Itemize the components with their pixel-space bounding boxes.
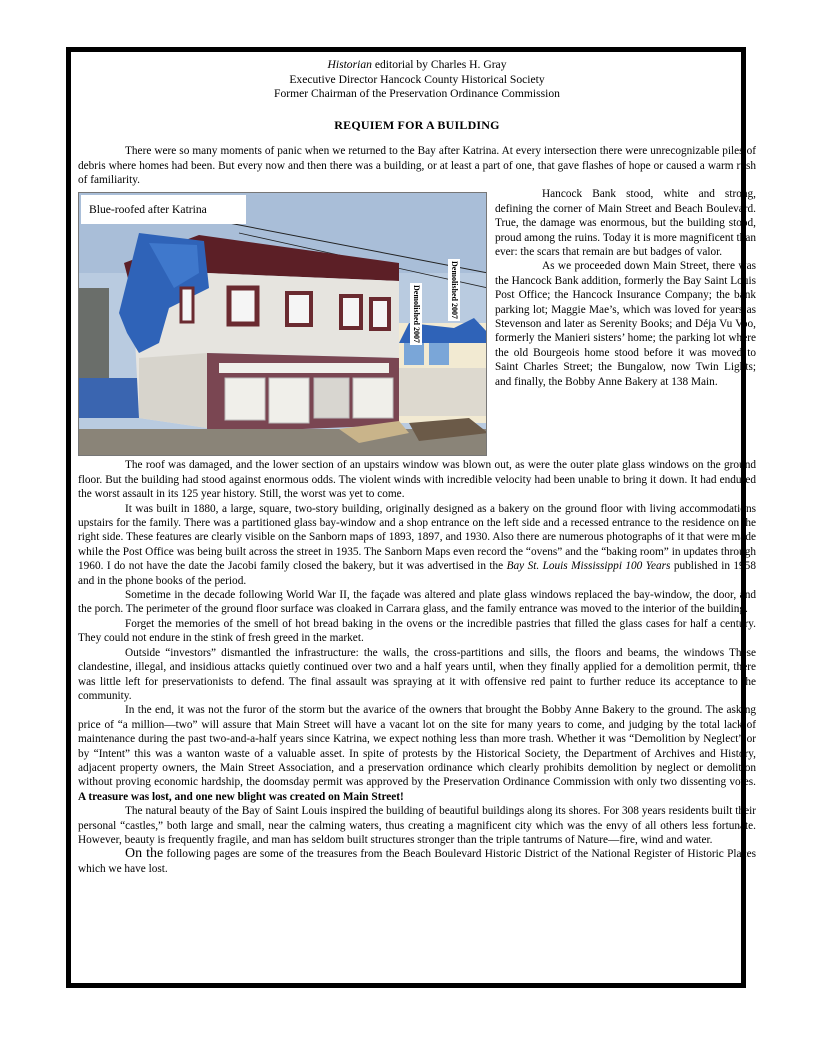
paragraph-1: There were so many moments of panic when we returned to the Bay after Katrina. At every intersection there were unrecognizable piles of debris where homes had been. But every now and then there was a building, or at least a part of one, that gave flashes of hope or caused a warm rush of familiarity. bbox=[78, 145, 756, 186]
bold-statement: A treasure was lost, and one new blight was created on Main Street! bbox=[78, 790, 404, 803]
building-photo bbox=[78, 192, 487, 456]
paragraph-2: Hancock Bank stood, white and strong, defining the corner of Main Street and Beach Boulevard. True, the damage was enormous, but the building stood, proud among the ruins. Today it is more magnificent than ever: the scars that remain are but badges of valor. bbox=[495, 188, 756, 259]
paragraph-11-lead: On the bbox=[125, 846, 164, 862]
book-title: Bay St. Louis Mississippi 100 Years bbox=[506, 560, 671, 573]
editorial bbox=[78, 58, 756, 876]
demolished-stamp-2: Demolished 2007 bbox=[412, 285, 421, 344]
paragraph-10: The natural beauty of the Bay of Saint Louis inspired the building of beautiful buildings along its shores. For 308 years residents built their personal “castles,” both large and small, near the calming waters, thus creating a magnificent city which was the envy of all others less fortunate. However, beauty is frequently fragile, and man has seldom built structures stronger than the triple tantrums of Nature—fire, wind and water. bbox=[78, 805, 756, 846]
paragraph-11 bbox=[78, 847, 756, 876]
author-title: Executive Director Hancock County Historical Society bbox=[289, 72, 545, 86]
article-title: REQUIEM FOR A BUILDING bbox=[334, 117, 500, 132]
author-credit: editorial by Charles H. Gray bbox=[371, 58, 507, 71]
byline-line-1 bbox=[78, 58, 756, 73]
paragraph-7: Forget the memories of the smell of hot bread baking in the ovens or the incredible pastries that filled the glass cases for half a century. They could not endure in the stink of fresh greed in the market. bbox=[78, 617, 756, 645]
paragraph-9-text: In the end, it was not the furor of the storm but the avarice of the owners that brought the Bobby Anne Bakery to the ground. The asking price of “a million—two” will assure that Main Street will have a vacant lot on the site for many years to come, and judging by the total lack of maintenance during the past two-and-a-half years since Katrina, we expect nothing less than more trash. Whether it was “Demolition by Neglect” or by “Intent” this was a wanton waste of a valuable asset. In spite of protests by the Historical Society, the Department of Archives and History, adjacent property owners, the Main Street Association, and a preservation ordinance which clearly prohibits demolition by neglect or demolition without proving economic hardship, the doomsday permit was approved by the Preservation Ordinance Commission with only two dissenting votes. bbox=[78, 704, 756, 789]
paragraph-4: The roof was damaged, and the lower section of an upstairs window was blown out, as were the outer plate glass windows on the ground floor. But the building had stood against enormous odds. The violent winds with incredible velocity had been unable to bring it down. It had endured the worst assault in its 125 year history. Still, the worst was yet to come. bbox=[78, 459, 756, 501]
paragraph-11-text: following pages are some of the treasures from the Beach Boulevard Historic District of the National Register of Historic Places which we have lost. bbox=[78, 848, 756, 875]
author-former-title: Former Chairman of the Preservation Ordinance Commission bbox=[274, 87, 560, 101]
paragraph-9 bbox=[78, 703, 756, 804]
paragraph-5-text: It was built in 1880, a large, square, two-story building, originally designed as a bakery on the ground floor with living accommodations upstairs for the family. There was a partitioned glass bay-window and a shop entrance on the left side and a recessed entrance to the residence on the right side. These features are clearly visible on the Sanborn maps of 1893, 1897, and 1930. Also there are numerous photographs of it that were made while the Post Office was being built across the street in 1935. The Sanborn Maps even record the “ovens” and the “baking room” in updates through 1960. I do not have the date the Jacobi family closed the bakery, but it was advertised in the bbox=[78, 502, 756, 573]
demolished-stamp-1: Demolished 2007 bbox=[450, 261, 459, 320]
bakery-photo-illustration bbox=[79, 193, 487, 456]
paragraph-6: Sometime in the decade following World War II, the façade was altered and plate glass windows replaced the bay-window, the door, and the porch. The perimeter of the ground floor surface was cloaked in Carrara glass, and the family entrance was moved to the interior of the building. bbox=[78, 589, 756, 616]
paragraph-5-end: published in 1958 and in the phone books of the period. bbox=[78, 560, 756, 587]
photo-caption: Blue-roofed after Katrina bbox=[81, 195, 246, 224]
paragraph-8: Outside “investors” dismantled the infrastructure: the walls, the cross-partitions and sills, the floors and beams, the windows These clandestine, illegal, and insidious attacks quietly continued over two and a half years until, when they finally applied for a demolition permit, there was little left for preservationists to defend. The final assault was spraying at it with offensive red paint to further reduce its acceptance to the community. bbox=[78, 646, 756, 702]
publication-name: Historian bbox=[327, 58, 372, 71]
paragraph-3: As we proceeded down Main Street, there was the Hancock Bank addition, formerly the Bay Saint Louis Post Office; the Hancock Insurance Company; the bank parking lot; Maggie Mae’s, which was loved for years as Stevenson and later as Serenity Books; and Déja Vu Voo, formerly the Manieri sisters’ home; the parking lot where the old Bourgeois home stood before it was moved to Saint Charles Street; the Bungalow, now Twin Lights; and finally, the Bobby Anne Bakery at 138 Main. bbox=[495, 260, 756, 388]
byline bbox=[78, 58, 756, 102]
paragraph-5 bbox=[78, 502, 756, 588]
